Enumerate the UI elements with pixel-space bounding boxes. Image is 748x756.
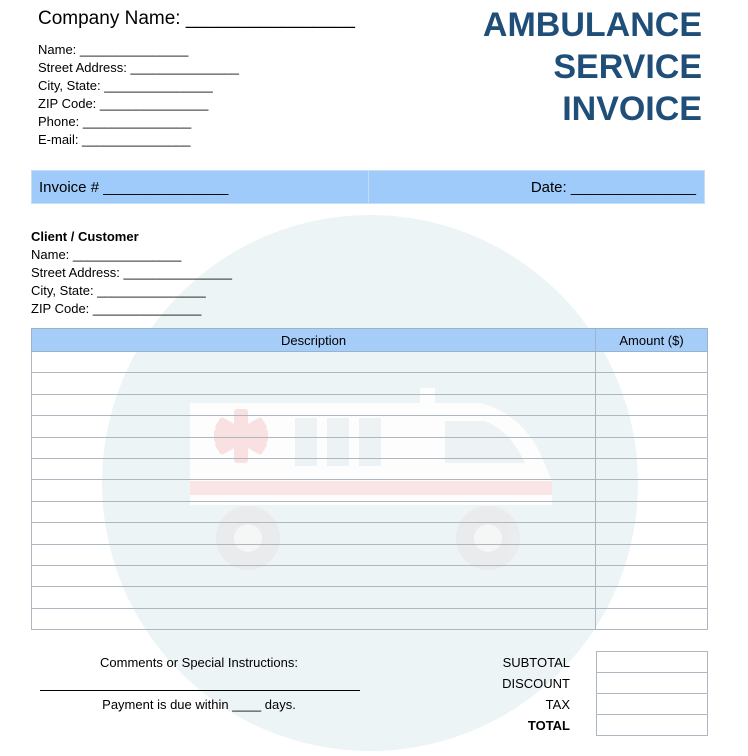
description-cell[interactable] <box>32 373 596 394</box>
amount-cell[interactable] <box>596 501 708 522</box>
amount-cell[interactable] <box>596 608 708 629</box>
payment-terms: Payment is due within ____ days. <box>102 697 296 712</box>
table-row <box>32 373 708 394</box>
client-street-address: Street Address: _______________ <box>31 265 232 280</box>
bar-divider <box>368 171 369 203</box>
description-cell[interactable] <box>32 458 596 479</box>
description-cell[interactable] <box>32 394 596 415</box>
table-row <box>32 437 708 458</box>
discount-label: DISCOUNT <box>502 676 570 691</box>
table-row <box>32 458 708 479</box>
description-cell[interactable] <box>32 501 596 522</box>
table-row <box>32 352 708 373</box>
amount-cell[interactable] <box>596 587 708 608</box>
title-line-3: INVOICE <box>562 90 702 128</box>
amount-cell[interactable] <box>596 544 708 565</box>
subtotal-label: SUBTOTAL <box>502 655 570 670</box>
table-row <box>32 544 708 565</box>
comments-label: Comments or Special Instructions: <box>100 655 298 670</box>
amount-header: Amount ($) <box>596 329 708 352</box>
amount-cell[interactable] <box>596 416 708 437</box>
company-street-address: Street Address: _______________ <box>38 60 239 75</box>
amount-cell[interactable] <box>596 352 708 373</box>
company-name-line: Name: _______________ <box>38 42 189 57</box>
table-row <box>32 480 708 501</box>
table-row <box>32 608 708 629</box>
comments-input-line[interactable] <box>40 690 360 691</box>
company-city-state: City, State: _______________ <box>38 78 213 93</box>
client-name: Name: _______________ <box>31 247 182 262</box>
description-cell[interactable] <box>32 608 596 629</box>
description-cell[interactable] <box>32 437 596 458</box>
company-name-field: Company Name: ________________ <box>38 8 355 29</box>
client-heading: Client / Customer <box>31 229 139 244</box>
invoice-date-field: Date: _______________ <box>530 179 696 196</box>
table-row <box>32 565 708 586</box>
amount-cell[interactable] <box>596 480 708 501</box>
description-cell[interactable] <box>32 565 596 586</box>
invoice-info-bar <box>31 170 705 204</box>
description-cell[interactable] <box>32 544 596 565</box>
line-items-table <box>31 328 708 630</box>
line-items-body <box>32 352 708 630</box>
document-title <box>483 4 702 130</box>
amount-cell[interactable] <box>596 458 708 479</box>
description-cell[interactable] <box>32 587 596 608</box>
subtotal-value-box[interactable] <box>596 651 708 673</box>
description-header: Description <box>32 329 596 352</box>
description-cell[interactable] <box>32 523 596 544</box>
description-cell[interactable] <box>32 480 596 501</box>
total-label: TOTAL <box>527 718 570 733</box>
company-phone: Phone: _______________ <box>38 114 192 129</box>
table-row <box>32 501 708 522</box>
company-email: E-mail: _______________ <box>38 132 191 147</box>
amount-cell[interactable] <box>596 394 708 415</box>
tax-label: TAX <box>545 697 570 712</box>
invoice-number-field: Invoice # _______________ <box>39 179 229 196</box>
company-zip-code: ZIP Code: _______________ <box>38 96 209 111</box>
table-header-row <box>32 329 708 352</box>
amount-cell[interactable] <box>596 373 708 394</box>
total-value-box[interactable] <box>596 714 708 736</box>
client-city-state: City, State: _______________ <box>31 283 206 298</box>
amount-cell[interactable] <box>596 523 708 544</box>
client-zip-code: ZIP Code: _______________ <box>31 301 202 316</box>
title-line-1: AMBULANCE <box>482 6 702 44</box>
table-row <box>32 416 708 437</box>
description-cell[interactable] <box>32 416 596 437</box>
tax-value-box[interactable] <box>596 693 708 715</box>
title-line-2: SERVICE <box>553 48 702 86</box>
amount-cell[interactable] <box>596 565 708 586</box>
discount-value-box[interactable] <box>596 672 708 694</box>
table-row <box>32 394 708 415</box>
table-row <box>32 587 708 608</box>
description-cell[interactable] <box>32 352 596 373</box>
amount-cell[interactable] <box>596 437 708 458</box>
table-row <box>32 523 708 544</box>
